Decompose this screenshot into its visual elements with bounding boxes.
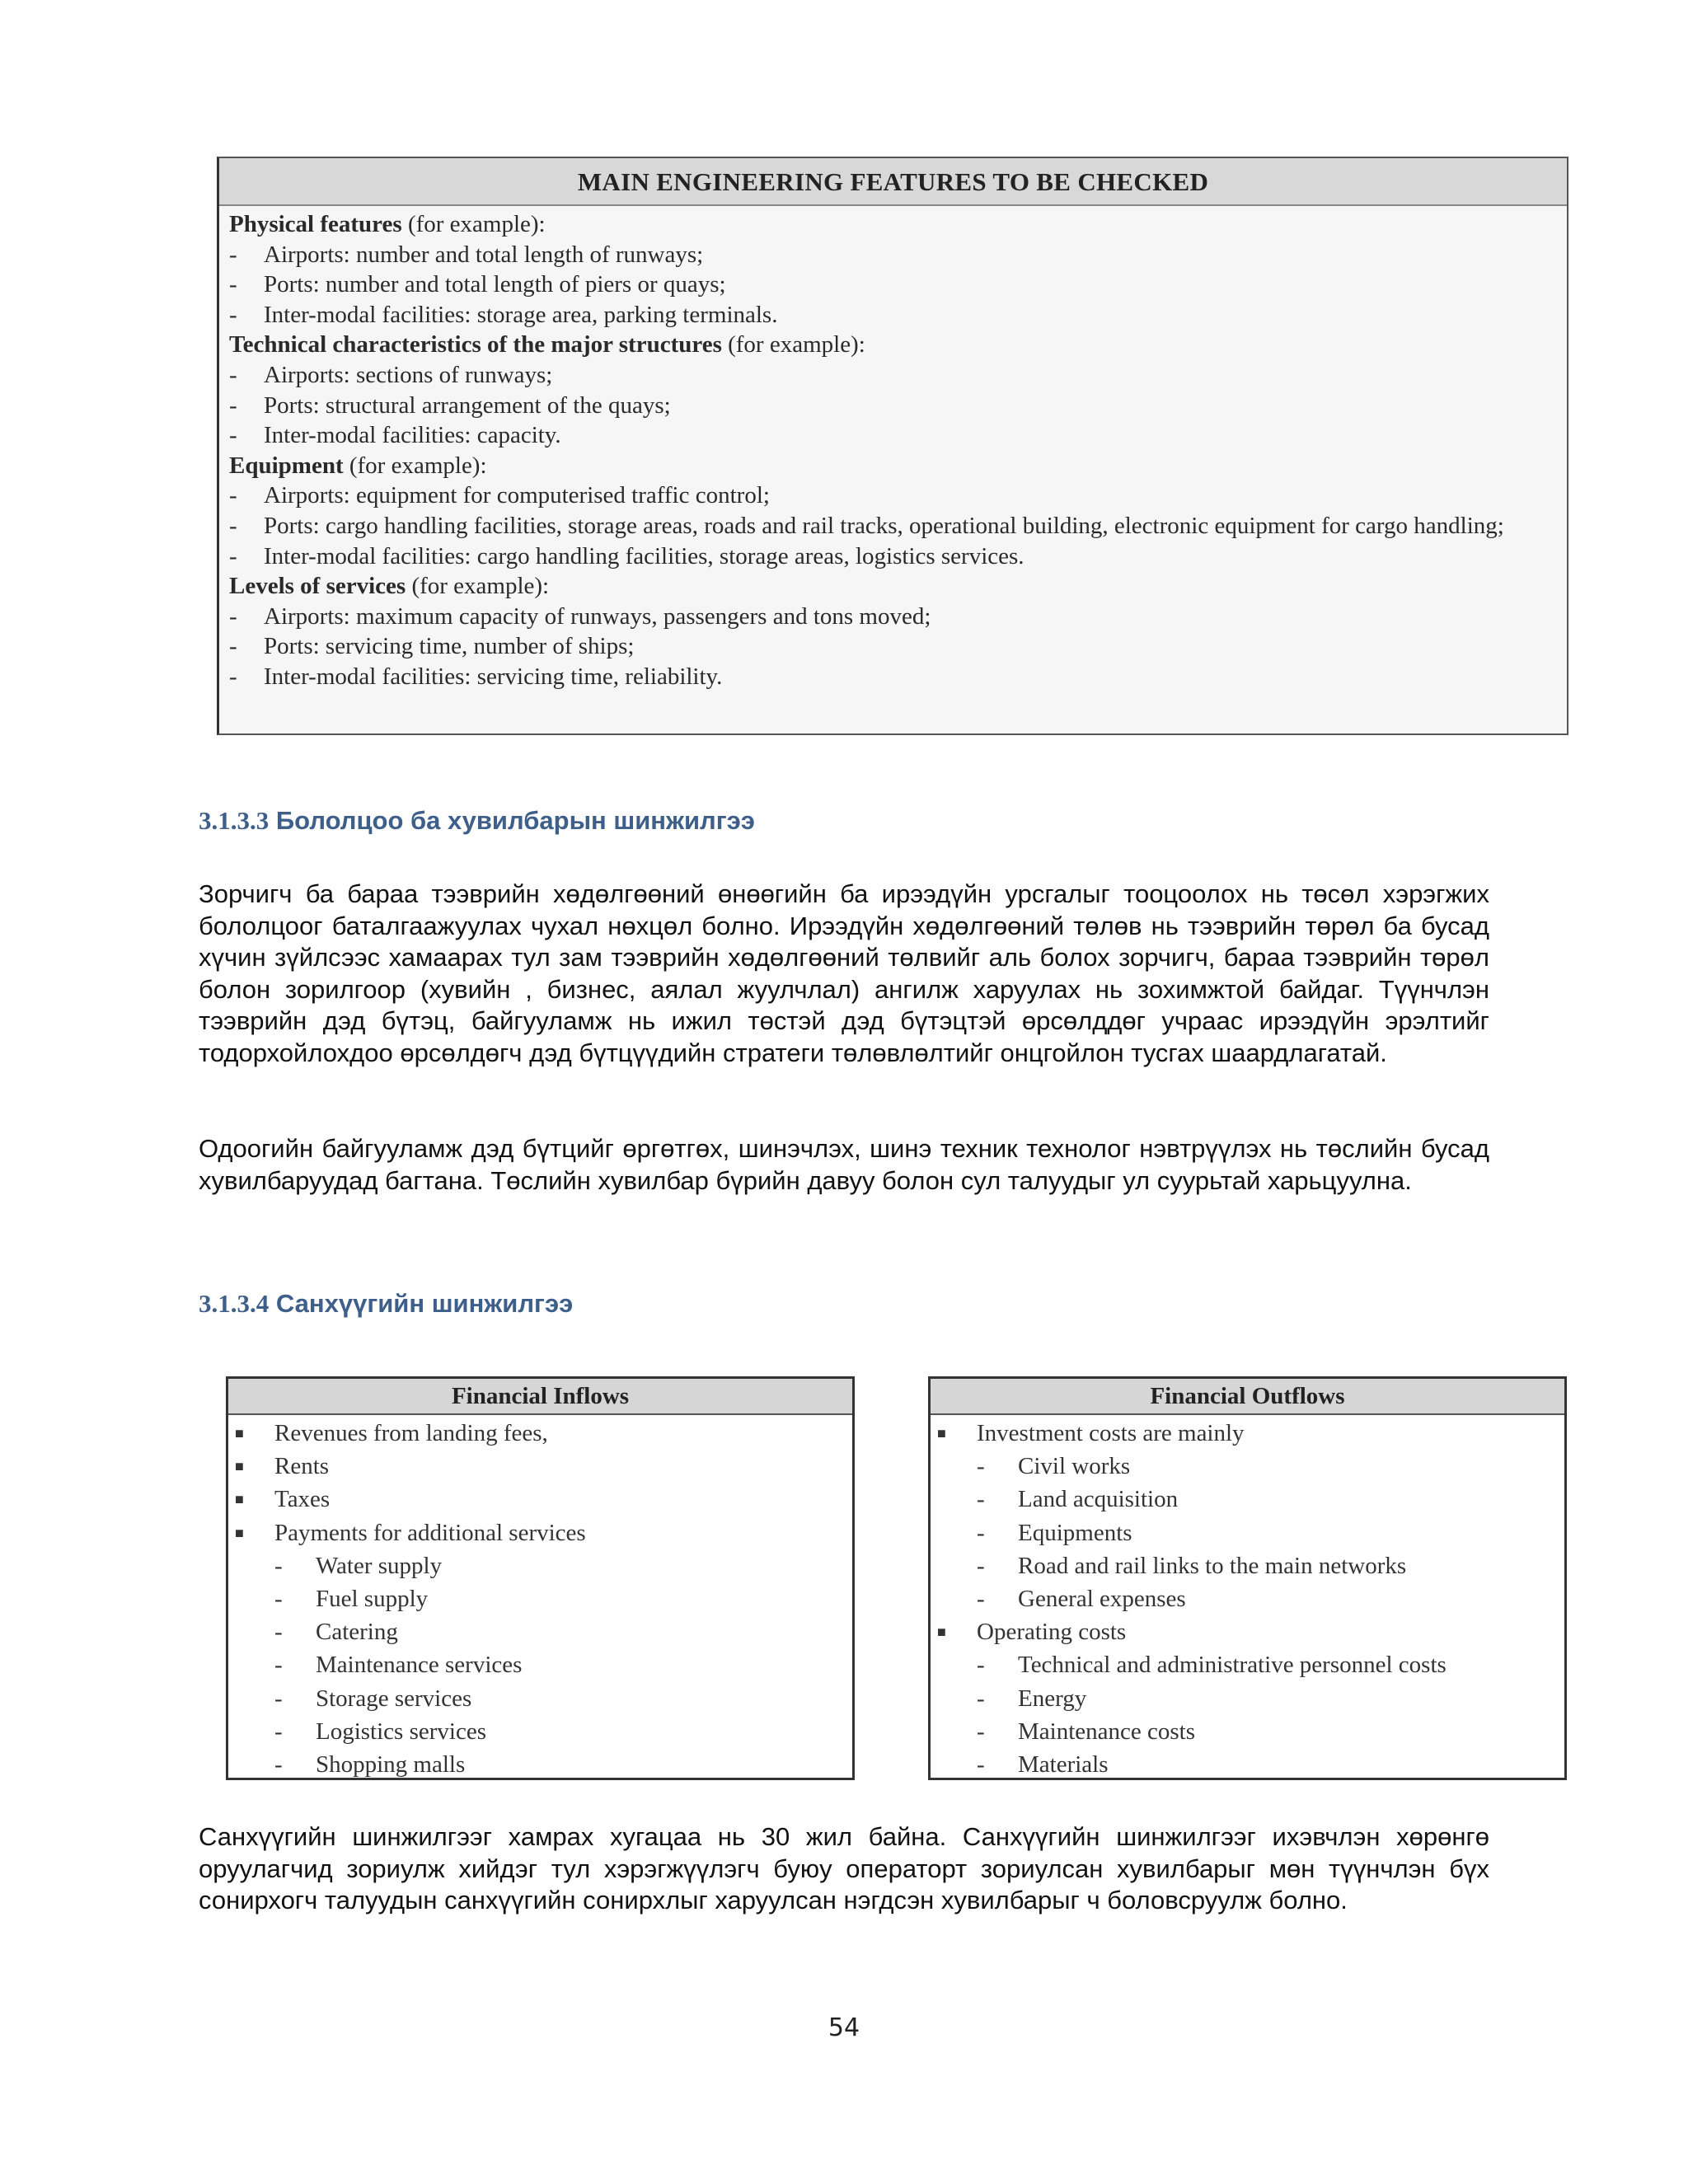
engineering-section-heading [229, 330, 1560, 360]
engineering-item [229, 662, 1560, 692]
engineering-section-suffix: (for example): [721, 331, 865, 359]
engineering-item-text: Inter-modal facilities: storage area, parking terminals. [264, 301, 778, 328]
dash-marker: - [229, 361, 237, 388]
sub-item [228, 1715, 852, 1748]
dash-marker: - [274, 1619, 283, 1646]
engineering-item-text: Ports: structural arrangement of the quays; [264, 391, 671, 419]
bullet-item [931, 1417, 1564, 1450]
engineering-section-suffix: (for example): [343, 452, 487, 479]
dash-marker: - [977, 1486, 985, 1513]
dash-marker: - [229, 602, 237, 630]
bullet-item [931, 1615, 1564, 1648]
dash-marker: - [229, 391, 237, 419]
dash-marker: - [229, 271, 237, 298]
sub-item [228, 1648, 852, 1681]
item-text: Maintenance services [316, 1652, 523, 1679]
engineering-item-text: Ports: number and total length of piers or quays; [264, 271, 726, 298]
sub-item [931, 1582, 1564, 1615]
paragraph-feasibility-1: Зорчигч ба бараа тээврийн хөдөлгөөний өнөөгийн ба ирээдүйн урсгалыг тооцоолох нь төсөл хэрэгжих бололцоог баталгаажуулах чухал нөхцөл болно. Ирээдүйн хөдөлгөөний төлөв нь тээврийн төрөл ба бусад хүчин зүйлсээс хамаарах тул зам тээврийн хөдөлгөөний төлвийг аль болох зорчигч, бараа тээврийн төрөл болон зорилгоор (хувийн , бизнес, аялал жуулчлал) ангилж харуулах нь зохимжтой байдаг. Түүнчлэн тээврийн дэд бүтэц, байгууламж нь ижил төстэй дэд бүтэцтэй өрсөлддөг учраас ирээдүйн эрэлтийг тодорхойлохдоо өрсөлдөгч дэд бүтцүүдийн стратеги төлөвлөлтийг онцгойлон тусгах шаардлагатай. [199, 879, 1489, 1067]
dash-marker: - [977, 1552, 985, 1579]
paragraph-financial-closing: Санхүүгийн шинжилгээг хамрах хугацаа нь 30 жил байна. Санхүүгийн шинжилгээг ихэвчлэн хөрөнгө оруулагчид зориулж хийдэг тул хэрэгжүүлэгч буюу операторт зориулсан хувилбарыг мөн түүнчлэн бүх сонирхогч талуудын санхүүгийн сонирхлыг харуулсан нэгдсэн хувилбарыг ч боловсруулж болно. [199, 1822, 1489, 1915]
engineering-item-text: Airports: sections of runways; [264, 361, 553, 388]
item-text: Storage services [316, 1685, 472, 1712]
dash-marker: - [977, 1718, 985, 1745]
engineering-item [229, 602, 1560, 632]
engineering-section-label: Equipment [229, 452, 344, 479]
item-text: Shopping malls [316, 1751, 466, 1779]
engineering-item [229, 391, 1560, 421]
item-text: Operating costs [977, 1619, 1127, 1646]
item-text: Maintenance costs [1018, 1718, 1196, 1745]
engineering-section-label: Levels of services [229, 573, 406, 600]
square-bullet-icon: ■ [937, 1624, 946, 1641]
engineering-item-text: Ports: servicing time, number of ships; [264, 633, 635, 660]
engineering-item [229, 360, 1560, 391]
item-text: Land acquisition [1018, 1486, 1179, 1513]
section-heading-financial [199, 1289, 573, 1319]
sub-item [931, 1450, 1564, 1483]
page-number: 54 [828, 2013, 860, 2042]
item-text: Water supply [316, 1552, 443, 1579]
bullet-item [228, 1483, 852, 1516]
item-text: Materials [1018, 1751, 1109, 1779]
engineering-item [229, 420, 1560, 451]
sub-item [931, 1748, 1564, 1781]
sub-item [228, 1549, 852, 1582]
paragraph-feasibility-2: Одоогийн байгууламж дэд бүтцийг өргөтгөх, шинэчлэх, шинэ техник технолог нэвтрүүлэх нь төслийн бусад хувилбаруудад багтана. Төслийн хувилбар бүрийн давуу болон сул талуудыг ул суурьтай харьцуулна. [199, 1134, 1489, 1195]
engineering-section-label: Physical features [229, 211, 402, 237]
item-text: General expenses [1018, 1586, 1186, 1613]
engineering-item-text: Airports: equipment for computerised traffic control; [264, 482, 770, 509]
engineering-item [229, 269, 1560, 300]
engineering-item-text: Inter-modal facilities: servicing time, reliability. [264, 663, 723, 690]
sub-item [931, 1483, 1564, 1516]
sub-item [228, 1582, 852, 1615]
dash-marker: - [229, 542, 237, 569]
engineering-item [229, 541, 1560, 572]
engineering-item-text: Inter-modal facilities: capacity. [264, 422, 561, 449]
financial-inflows-box [226, 1376, 855, 1780]
dash-marker: - [229, 663, 237, 690]
dash-marker: - [274, 1685, 283, 1712]
square-bullet-icon: ■ [235, 1458, 244, 1475]
dash-marker: - [977, 1652, 985, 1679]
dash-marker: - [229, 241, 237, 268]
section-number: 3.1.3.3 [199, 806, 270, 835]
sub-item [228, 1748, 852, 1781]
sub-item [228, 1682, 852, 1715]
engineering-section-heading [229, 209, 1560, 240]
dash-marker: - [274, 1652, 283, 1679]
sub-item [931, 1648, 1564, 1681]
dash-marker: - [229, 633, 237, 660]
dash-marker: - [977, 1519, 985, 1546]
engineering-section-suffix: (for example): [406, 573, 550, 600]
section-heading-feasibility [199, 806, 755, 836]
dash-marker: - [274, 1586, 283, 1613]
square-bullet-icon: ■ [235, 1425, 244, 1441]
square-bullet-icon: ■ [235, 1491, 244, 1508]
bullet-item [228, 1417, 852, 1450]
engineering-features-list [219, 206, 1567, 692]
engineering-features-title: MAIN ENGINEERING FEATURES TO BE CHECKED [219, 158, 1567, 206]
item-text: Fuel supply [316, 1586, 429, 1613]
bullet-item [228, 1450, 852, 1483]
engineering-item-text: Airports: number and total length of runways; [264, 241, 704, 268]
dash-marker: - [274, 1718, 283, 1745]
item-text: Energy [1018, 1685, 1087, 1712]
sub-item [931, 1516, 1564, 1549]
square-bullet-icon: ■ [235, 1524, 244, 1541]
item-text: Catering [316, 1619, 398, 1646]
engineering-item [229, 300, 1560, 330]
engineering-section-suffix: (for example): [401, 211, 546, 237]
item-text: Logistics services [316, 1718, 486, 1745]
item-text: Civil works [1018, 1453, 1131, 1480]
sub-item [931, 1549, 1564, 1582]
dash-marker: - [229, 482, 237, 509]
dash-marker: - [977, 1453, 985, 1480]
dash-marker: - [274, 1552, 283, 1579]
financial-inflows-list [228, 1415, 852, 1781]
item-text: Rents [274, 1453, 330, 1480]
dash-marker: - [229, 422, 237, 449]
dash-marker: - [977, 1586, 985, 1613]
section-number: 3.1.3.4 [199, 1289, 270, 1318]
financial-outflows-box [928, 1376, 1567, 1780]
engineering-item-text: Ports: cargo handling facilities, storage areas, roads and rail tracks, operational building, electronic equipment for cargo handling; [264, 512, 1504, 539]
item-text: Payments for additional services [274, 1519, 586, 1546]
item-text: Taxes [274, 1486, 331, 1513]
financial-inflows-title: Financial Inflows [228, 1379, 852, 1415]
engineering-section-label: Technical characteristics of the major structures [229, 331, 722, 359]
sub-item [931, 1682, 1564, 1715]
engineering-item-text: Inter-modal facilities: cargo handling facilities, storage areas, logistics services. [264, 542, 1025, 569]
engineering-item [229, 240, 1560, 270]
item-text: Revenues from landing fees, [274, 1420, 548, 1446]
bullet-item [228, 1516, 852, 1549]
section-title: Санхүүгийн шинжилгээ [275, 1289, 574, 1318]
engineering-item [229, 511, 1560, 541]
item-text: Investment costs are mainly [977, 1420, 1245, 1446]
dash-marker: - [274, 1751, 283, 1779]
engineering-section-heading [229, 571, 1560, 602]
engineering-item [229, 480, 1560, 511]
dash-marker: - [229, 301, 237, 328]
dash-marker: - [977, 1685, 985, 1712]
dash-marker: - [977, 1751, 985, 1779]
sub-item [228, 1615, 852, 1648]
item-text: Technical and administrative personnel costs [1018, 1652, 1447, 1679]
financial-outflows-list [931, 1415, 1564, 1781]
item-text: Equipments [1018, 1519, 1132, 1546]
square-bullet-icon: ■ [937, 1425, 946, 1441]
financial-outflows-title: Financial Outflows [931, 1379, 1564, 1415]
engineering-item [229, 631, 1560, 662]
item-text: Road and rail links to the main networks [1018, 1552, 1407, 1579]
dash-marker: - [229, 512, 237, 539]
sub-item [931, 1715, 1564, 1748]
section-title: Бололцоо ба хувилбарын шинжилгээ [275, 806, 755, 835]
engineering-item-text: Airports: maximum capacity of runways, passengers and tons moved; [264, 602, 931, 630]
engineering-section-heading [229, 451, 1560, 481]
engineering-features-box [217, 157, 1568, 735]
